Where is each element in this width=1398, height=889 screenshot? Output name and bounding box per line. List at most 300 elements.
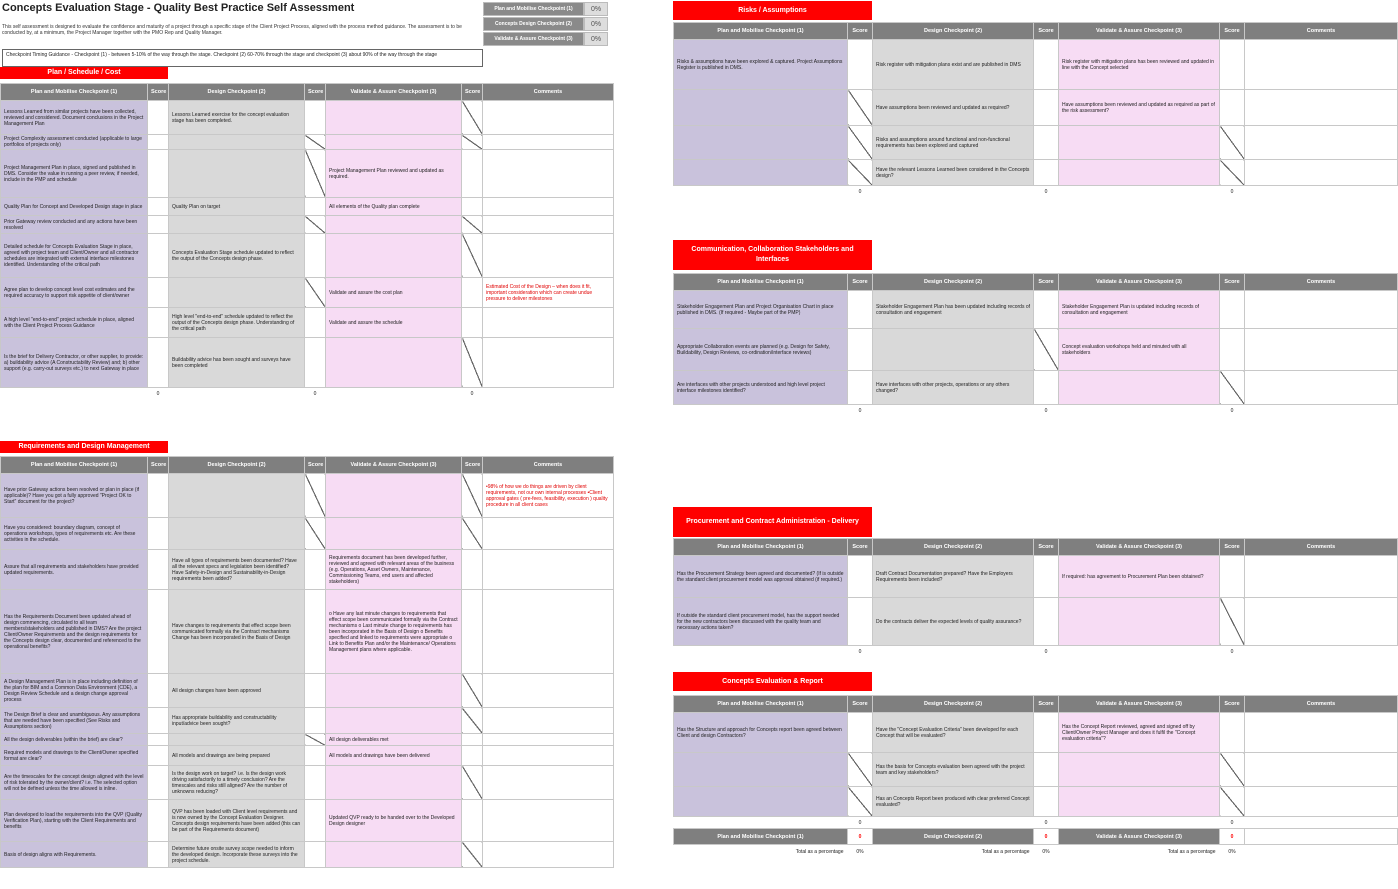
- total-percentage-value: 0%: [848, 845, 873, 859]
- table-row: [1, 101, 614, 135]
- summary-percent[interactable]: 0%: [584, 32, 608, 46]
- header-plan-mobilise: Plan and Mobilise Checkpoint (1): [674, 696, 848, 713]
- plan-mobilise-criterion: Plan developed to load the requirements into the QVP (Quality Verification Plan), starting with the Client Requirements and benefits: [1, 800, 148, 842]
- section-title-report: Concepts Evaluation & Report: [673, 672, 872, 691]
- table-row: [1, 734, 614, 746]
- score-cell[interactable]: [305, 198, 326, 216]
- spacer-cell: [674, 646, 848, 658]
- table-row: [1, 518, 614, 550]
- table-row: [1, 308, 614, 338]
- score-cell[interactable]: [305, 338, 326, 388]
- overall-score: 0: [848, 829, 873, 845]
- score-cell[interactable]: [1034, 753, 1059, 787]
- score-cell[interactable]: [848, 329, 873, 371]
- header-score: Score: [848, 696, 873, 713]
- plan-mobilise-criterion: [674, 126, 848, 160]
- design-criterion: Lessons Learned exercise for the concept evaluation stage has been completed.: [169, 101, 305, 135]
- spacer-cell: [873, 817, 1034, 829]
- total-percentage-value: 0%: [1220, 845, 1245, 859]
- score-cell[interactable]: [148, 746, 169, 766]
- score-total: 0: [848, 405, 873, 417]
- score-cell: [1220, 126, 1245, 160]
- validate-assure-criterion: [1059, 753, 1220, 787]
- table-row: [674, 556, 1398, 598]
- assessment-table-plan: [0, 83, 614, 400]
- timing-guidance: Checkpoint Timing Guidance - Checkpoint (1) - between 5-10% of the way through the stage. Checkpoint (2) 60-70% through the stage and checkpoint (3) about 90% of the way through the stage: [2, 49, 483, 67]
- header-score: Score: [1034, 274, 1059, 291]
- plan-mobilise-criterion: Required models and drawings to the Client/Owner specified format are clear?: [1, 746, 148, 766]
- design-criterion: Have the "Concept Evaluation Criteria" been developed for each Concept that will be evaluated?: [873, 713, 1034, 753]
- spacer-cell: [1059, 405, 1220, 417]
- spacer-cell: [1245, 845, 1398, 859]
- score-cell[interactable]: [148, 338, 169, 388]
- header-score: Score: [1034, 539, 1059, 556]
- score-cell[interactable]: [462, 550, 483, 590]
- score-cell[interactable]: [848, 291, 873, 329]
- header-validate-assure: Validate & Assure Checkpoint (3): [1059, 274, 1220, 291]
- spacer-cell: [169, 388, 305, 400]
- validate-assure-criterion: Updated QVP ready to be handed over to the Developed Design designer: [326, 800, 462, 842]
- score-cell[interactable]: [148, 150, 169, 198]
- comments-cell[interactable]: [483, 746, 614, 766]
- spacer-cell: [1245, 829, 1398, 845]
- design-criterion: QVP has been loaded with Client level requirements and is now owned by the Concept Evaluation Designer. Concepts design requirements have been added (this can be part of the Requirements document): [169, 800, 305, 842]
- score-cell[interactable]: [305, 308, 326, 338]
- score-cell[interactable]: [148, 550, 169, 590]
- overall-validate-assure-label: Validate & Assure Checkpoint (3): [1059, 829, 1220, 845]
- spacer-cell: [326, 388, 462, 400]
- score-cell[interactable]: [148, 216, 169, 234]
- validate-assure-criterion: [1059, 598, 1220, 646]
- design-criterion: Risk register with mitigation plans exist and are published in DMS: [873, 40, 1034, 90]
- score-total: 0: [1034, 186, 1059, 198]
- spacer-cell: [1245, 817, 1398, 829]
- score-cell[interactable]: [148, 590, 169, 674]
- score-cell: [462, 216, 483, 234]
- header-comments: Comments: [1245, 539, 1398, 556]
- score-cell[interactable]: [305, 550, 326, 590]
- score-cell[interactable]: [1034, 90, 1059, 126]
- design-criterion: Has an Concepts Report been produced with clear preferred Concept evaluated?: [873, 787, 1034, 817]
- validate-assure-criterion: [326, 135, 462, 150]
- table-row: [1, 278, 614, 308]
- header-score: Score: [1034, 696, 1059, 713]
- design-criterion: [169, 278, 305, 308]
- plan-mobilise-criterion: Are the timescales for the concept design aligned with the level of risk tolerated by the owner/client? i.e. The selected option will not be defined unless the time allowed is inline.: [1, 766, 148, 800]
- table-row: [1, 746, 614, 766]
- score-cell[interactable]: [1034, 787, 1059, 817]
- comments-cell[interactable]: [1245, 753, 1398, 787]
- comments-cell[interactable]: [1245, 598, 1398, 646]
- table-row: [1, 474, 614, 518]
- header-design: Design Checkpoint (2): [169, 84, 305, 101]
- score-cell: [462, 474, 483, 518]
- total-percentage-label: Total as a percentage: [674, 845, 848, 859]
- table-row: [674, 713, 1398, 753]
- score-cell[interactable]: [462, 198, 483, 216]
- score-total: 0: [148, 388, 169, 400]
- score-cell: [462, 842, 483, 868]
- spacer-cell: [483, 388, 614, 400]
- comments-cell[interactable]: [1245, 371, 1398, 405]
- plan-mobilise-criterion: The Design Brief is clear and unambiguous. Any assumptions that are needed have been specified (See Risks and Assumptions section): [1, 708, 148, 734]
- validate-assure-criterion: [326, 338, 462, 388]
- score-cell: [305, 216, 326, 234]
- comments-cell[interactable]: [483, 150, 614, 198]
- score-cell[interactable]: [1034, 556, 1059, 598]
- header-plan-mobilise: Plan and Mobilise Checkpoint (1): [1, 84, 148, 101]
- table-row: [1, 590, 614, 674]
- score-total: 0: [462, 388, 483, 400]
- validate-assure-criterion: [326, 842, 462, 868]
- plan-mobilise-criterion: Has the Procurement Strategy been agreed and documented? (If is outside the standard client procurement model was approval obtained (if required.): [674, 556, 848, 598]
- spacer-cell: [873, 646, 1034, 658]
- comments-cell[interactable]: [483, 674, 614, 708]
- header-design: Design Checkpoint (2): [873, 539, 1034, 556]
- comments-cell[interactable]: [1245, 556, 1398, 598]
- score-cell[interactable]: [305, 766, 326, 800]
- totals-row: [1, 388, 614, 400]
- header-comments: Comments: [483, 457, 614, 474]
- score-cell[interactable]: [848, 556, 873, 598]
- header-design: Design Checkpoint (2): [169, 457, 305, 474]
- comments-cell[interactable]: [1245, 713, 1398, 753]
- validate-assure-criterion: [326, 674, 462, 708]
- score-cell: [462, 674, 483, 708]
- comments-cell[interactable]: [483, 800, 614, 842]
- comments-cell[interactable]: [1245, 40, 1398, 90]
- table-row: [1, 550, 614, 590]
- spacer-cell: [1059, 646, 1220, 658]
- score-cell[interactable]: [462, 590, 483, 674]
- comments-cell[interactable]: [483, 198, 614, 216]
- design-criterion: [169, 150, 305, 198]
- validate-assure-criterion: Have assumptions been reviewed and updated as required as part of the risk assessment?: [1059, 90, 1220, 126]
- score-total: 0: [848, 817, 873, 829]
- score-cell[interactable]: [1220, 713, 1245, 753]
- score-cell[interactable]: [148, 234, 169, 278]
- score-cell[interactable]: [148, 734, 169, 746]
- score-total: 0: [848, 646, 873, 658]
- score-cell[interactable]: [1220, 291, 1245, 329]
- total-percentage-label: Total as a percentage: [1059, 845, 1220, 859]
- validate-assure-criterion: [326, 234, 462, 278]
- validate-assure-criterion: Concept evaluation workshops held and minuted with all stakeholders: [1059, 329, 1220, 371]
- validate-assure-criterion: Project Management Plan reviewed and updated as required.: [326, 150, 462, 198]
- score-cell: [1220, 598, 1245, 646]
- score-cell: [1034, 329, 1059, 371]
- spacer-cell: [873, 186, 1034, 198]
- design-criterion: Have changes to requirements that effect scope been communicated formally via the Contract mechanisms Change has been incorporated in the Basis of Design: [169, 590, 305, 674]
- score-cell[interactable]: [148, 708, 169, 734]
- score-cell[interactable]: [148, 101, 169, 135]
- section-title-risks: Risks / Assumptions: [673, 1, 872, 20]
- comments-cell[interactable]: [483, 216, 614, 234]
- plan-mobilise-criterion: Lessons Learned from similar projects have been collected, reviewed and considered. Document conclusions in the Project Management Plan: [1, 101, 148, 135]
- score-cell[interactable]: [1034, 291, 1059, 329]
- score-cell[interactable]: [1034, 126, 1059, 160]
- comments-cell[interactable]: [1245, 90, 1398, 126]
- score-cell[interactable]: [462, 278, 483, 308]
- score-cell[interactable]: [305, 708, 326, 734]
- header-comments: Comments: [1245, 696, 1398, 713]
- table-row: [1, 216, 614, 234]
- design-criterion: Stakeholder Engagement Plan has been updated including records of consultation and engagement: [873, 291, 1034, 329]
- comments-cell[interactable]: [483, 708, 614, 734]
- score-cell: [462, 766, 483, 800]
- plan-mobilise-criterion: [674, 160, 848, 186]
- score-cell[interactable]: [462, 150, 483, 198]
- plan-mobilise-criterion: Agree plan to develop concept level cost estimates and the required accuracy to support risk appetite of client/owner: [1, 278, 148, 308]
- summary-row: [483, 2, 609, 16]
- spacer-cell: [1059, 817, 1220, 829]
- comments-cell[interactable]: [483, 518, 614, 550]
- comments-cell[interactable]: [483, 135, 614, 150]
- comments-cell[interactable]: [483, 766, 614, 800]
- score-cell[interactable]: [1220, 556, 1245, 598]
- table-row: [1, 800, 614, 842]
- table-row: [674, 753, 1398, 787]
- table-row: [674, 160, 1398, 186]
- score-cell: [462, 518, 483, 550]
- score-cell[interactable]: [148, 135, 169, 150]
- score-total: 0: [848, 186, 873, 198]
- score-total: 0: [1220, 646, 1245, 658]
- score-cell[interactable]: [462, 800, 483, 842]
- score-cell[interactable]: [305, 590, 326, 674]
- assessment-table-risks: [673, 22, 1398, 198]
- score-cell: [305, 278, 326, 308]
- comments-cell[interactable]: [483, 590, 614, 674]
- validate-assure-criterion: [1059, 160, 1220, 186]
- score-cell[interactable]: [305, 101, 326, 135]
- page-title: Concepts Evaluation Stage - Quality Best Practice Self Assessment: [2, 2, 355, 14]
- spacer-cell: [1059, 186, 1220, 198]
- score-cell[interactable]: [462, 746, 483, 766]
- design-criterion: [169, 135, 305, 150]
- score-cell: [1220, 160, 1245, 186]
- overall-plan-mobilise-label: Plan and Mobilise Checkpoint (1): [674, 829, 848, 845]
- score-cell[interactable]: [148, 800, 169, 842]
- validate-assure-criterion: [326, 474, 462, 518]
- comments-cell[interactable]: [1245, 291, 1398, 329]
- spacer-cell: [1245, 646, 1398, 658]
- totals-row: [674, 186, 1398, 198]
- score-cell[interactable]: [148, 842, 169, 868]
- score-cell[interactable]: [1220, 40, 1245, 90]
- score-cell: [305, 518, 326, 550]
- table-row: [674, 371, 1398, 405]
- assessment-table-comm: [673, 273, 1398, 417]
- comments-cell[interactable]: [483, 842, 614, 868]
- design-criterion: All design changes have been approved: [169, 674, 305, 708]
- score-total: 0: [1034, 817, 1059, 829]
- score-cell[interactable]: [848, 598, 873, 646]
- plan-mobilise-criterion: A Design Management Plan is in place including definition of the plan for BIM and a Common Data Environment (CDE), a Design Review Schedule and a design change approval process: [1, 674, 148, 708]
- score-cell[interactable]: [848, 371, 873, 405]
- validate-assure-criterion: Requirements document has been developed further, reviewed and agreed with relevant areas of the business (e.g. Operations, Asset Owners, Maintenance, Commissioning Teams, end users and affected stakeholders): [326, 550, 462, 590]
- score-cell[interactable]: [148, 674, 169, 708]
- score-total: 0: [305, 388, 326, 400]
- header-score: Score: [462, 457, 483, 474]
- score-total: 0: [1034, 405, 1059, 417]
- header-score: Score: [848, 274, 873, 291]
- header-design: Design Checkpoint (2): [873, 696, 1034, 713]
- header-score: Score: [305, 457, 326, 474]
- overall-total-row: [674, 829, 1398, 845]
- design-criterion: Buildability advice has been sought and surveys have been completed: [169, 338, 305, 388]
- header-score: Score: [462, 84, 483, 101]
- validate-assure-criterion: Validate and assure the schedule: [326, 308, 462, 338]
- total-percentage-value: 0%: [1034, 845, 1059, 859]
- assessment-table-proc: [673, 538, 1398, 658]
- validate-assure-criterion: If required: has agreement to Procurement Plan been obtained?: [1059, 556, 1220, 598]
- section-title-comm: Communication, Collaboration Stakeholders and Interfaces: [673, 240, 872, 270]
- design-criterion: Has appropriate buildability and constructability input/advice been sought?: [169, 708, 305, 734]
- summary-percent[interactable]: 0%: [584, 2, 608, 16]
- score-cell: [462, 101, 483, 135]
- header-validate-assure: Validate & Assure Checkpoint (3): [1059, 696, 1220, 713]
- score-cell[interactable]: [848, 713, 873, 753]
- plan-mobilise-criterion: Have prior Gateway actions been resolved or plan in place (if applicable)? Have you got a fully approved "Project OK to Start" document for the project?: [1, 474, 148, 518]
- total-percentage-label: Total as a percentage: [873, 845, 1034, 859]
- score-cell[interactable]: [148, 474, 169, 518]
- plan-mobilise-criterion: Basis of design aligns with Requirements.: [1, 842, 148, 868]
- assessment-table-report: [673, 695, 1398, 859]
- score-cell[interactable]: [148, 308, 169, 338]
- validate-assure-criterion: [326, 518, 462, 550]
- table-row: [1, 766, 614, 800]
- validate-assure-criterion: o Have any last minute changes to requirements that effect scope been communicated formally via the Contract mechanisms o Last minute change to requirements has been incorporated in the Basis of Design o Benefits specified and linked to requirements were appropriate o Link to Benefits Plan and/or the Maintenance/ Operations Management plans where applicable.: [326, 590, 462, 674]
- comments-cell[interactable]: Estimated Cost of the Design – when does it fit, important consideration which can create undue pressure to deliver milestones: [483, 278, 614, 308]
- plan-mobilise-criterion: Stakeholder Engagement Plan and Project Organisation Chart in place published in DMS. (If required - Maybe part of the PMP): [674, 291, 848, 329]
- header-score: Score: [1220, 696, 1245, 713]
- header-score: Score: [1034, 23, 1059, 40]
- comments-cell[interactable]: [483, 338, 614, 388]
- comments-cell[interactable]: •98% of how we do things are driven by client requirements, not our own internal processes •Client approval gates ( pre-fees, feasibility, execution ) quality procedure in all client cases: [483, 474, 614, 518]
- plan-mobilise-criterion: Quality Plan for Concept and Developed Design stage in place: [1, 198, 148, 216]
- validate-assure-criterion: [1059, 126, 1220, 160]
- summary-label: Validate & Assure Checkpoint (3): [483, 32, 584, 46]
- summary-percent[interactable]: 0%: [584, 17, 608, 31]
- header-design: Design Checkpoint (2): [873, 274, 1034, 291]
- design-criterion: Have the relevant Lessons Learned been considered in the Concepts design?: [873, 160, 1034, 186]
- comments-cell[interactable]: [483, 234, 614, 278]
- header-plan-mobilise: Plan and Mobilise Checkpoint (1): [674, 274, 848, 291]
- score-cell[interactable]: [1034, 160, 1059, 186]
- summary-row: [483, 17, 609, 31]
- design-criterion: [873, 329, 1034, 371]
- score-cell[interactable]: [305, 674, 326, 708]
- plan-mobilise-criterion: Detailed schedule for Concepts Evaluation Stage in place, agreed with project team and Client/Owner and all contractor schedules are integrated with external interface milestones identified. Understanding of the critical path: [1, 234, 148, 278]
- score-cell[interactable]: [1220, 90, 1245, 126]
- score-cell[interactable]: [148, 278, 169, 308]
- score-cell[interactable]: [305, 746, 326, 766]
- plan-mobilise-criterion: A high level "end-to-end" project schedule in place, aligned with the Client Project Process Guidance: [1, 308, 148, 338]
- score-cell[interactable]: [148, 766, 169, 800]
- table-row: [1, 150, 614, 198]
- header-plan-mobilise: Plan and Mobilise Checkpoint (1): [674, 539, 848, 556]
- score-cell: [848, 787, 873, 817]
- section-title-proc: Procurement and Contract Administration - Delivery: [673, 507, 872, 537]
- comments-cell[interactable]: [483, 101, 614, 135]
- design-criterion: [169, 518, 305, 550]
- score-cell[interactable]: [305, 842, 326, 868]
- score-cell[interactable]: [148, 518, 169, 550]
- spacer-cell: [674, 405, 848, 417]
- score-cell[interactable]: [305, 234, 326, 278]
- plan-mobilise-criterion: Risks & assumptions have been explored & captured. Project Assumptions Register is published in DMS.: [674, 40, 848, 90]
- score-total: 0: [1220, 817, 1245, 829]
- overall-score: 0: [1034, 829, 1059, 845]
- score-cell: [305, 135, 326, 150]
- assessment-table-req: [0, 456, 614, 868]
- score-cell[interactable]: [1034, 598, 1059, 646]
- score-cell[interactable]: [305, 800, 326, 842]
- overall-score: 0: [1220, 829, 1245, 845]
- plan-mobilise-criterion: Project Complexity assessment conducted (applicable to large portfolios of projects only): [1, 135, 148, 150]
- score-cell: [848, 126, 873, 160]
- design-criterion: High level "end-to-end" schedule updated to reflect the output of the Concepts design phase. Understanding of the critical path: [169, 308, 305, 338]
- score-cell[interactable]: [462, 734, 483, 746]
- comments-cell[interactable]: [1245, 329, 1398, 371]
- spacer-cell: [674, 186, 848, 198]
- comments-cell[interactable]: [483, 550, 614, 590]
- score-cell: [848, 160, 873, 186]
- comments-cell[interactable]: [483, 308, 614, 338]
- header-comments: Comments: [1245, 23, 1398, 40]
- validate-assure-criterion: [326, 216, 462, 234]
- score-cell[interactable]: [1034, 371, 1059, 405]
- plan-mobilise-criterion: Project Management Plan in place, signed and published in DMS. Consider the value in running a peer review, if needed, include in the PMP and schedule: [1, 150, 148, 198]
- design-criterion: [169, 734, 305, 746]
- score-cell[interactable]: [1034, 713, 1059, 753]
- header-validate-assure: Validate & Assure Checkpoint (3): [1059, 23, 1220, 40]
- summary-panel: [483, 2, 609, 47]
- header-score: Score: [305, 84, 326, 101]
- plan-mobilise-criterion: Assure that all requirements and stakeholders have provided updated requirements.: [1, 550, 148, 590]
- score-cell: [462, 234, 483, 278]
- totals-row: [674, 817, 1398, 829]
- score-cell[interactable]: [148, 198, 169, 216]
- header-score: Score: [848, 23, 873, 40]
- design-criterion: Is the design work on target? i.e. Is the design work driving satisfactorily to a timely conclusion? Are the timescales and risks still aligned? Are the number of unknowns reducing?: [169, 766, 305, 800]
- score-cell[interactable]: [848, 40, 873, 90]
- score-cell: [1220, 371, 1245, 405]
- header-score: Score: [148, 457, 169, 474]
- plan-mobilise-criterion: [674, 787, 848, 817]
- comments-cell[interactable]: [1245, 126, 1398, 160]
- score-cell: [1220, 753, 1245, 787]
- design-criterion: Draft Contract Documentation prepared? Have the Employers Requirements been included?: [873, 556, 1034, 598]
- comments-cell[interactable]: [1245, 787, 1398, 817]
- table-row: [1, 708, 614, 734]
- totals-row: [674, 405, 1398, 417]
- header-validate-assure: Validate & Assure Checkpoint (3): [326, 84, 462, 101]
- comments-cell[interactable]: [1245, 160, 1398, 186]
- plan-mobilise-criterion: Appropriate Collaboration events are planned (e.g. Design for Safety, Buildability, Design Reviews, co-ordination/interface reviews): [674, 329, 848, 371]
- validate-assure-criterion: [326, 708, 462, 734]
- totals-row: [674, 646, 1398, 658]
- design-criterion: All models and drawings are being prepared: [169, 746, 305, 766]
- comments-cell[interactable]: [483, 734, 614, 746]
- score-cell[interactable]: [462, 308, 483, 338]
- score-cell: [462, 135, 483, 150]
- score-cell[interactable]: [1220, 329, 1245, 371]
- score-cell[interactable]: [1034, 40, 1059, 90]
- summary-label: Concepts Design Checkpoint (2): [483, 17, 584, 31]
- design-criterion: Do the contracts deliver the expected levels of quality assurance?: [873, 598, 1034, 646]
